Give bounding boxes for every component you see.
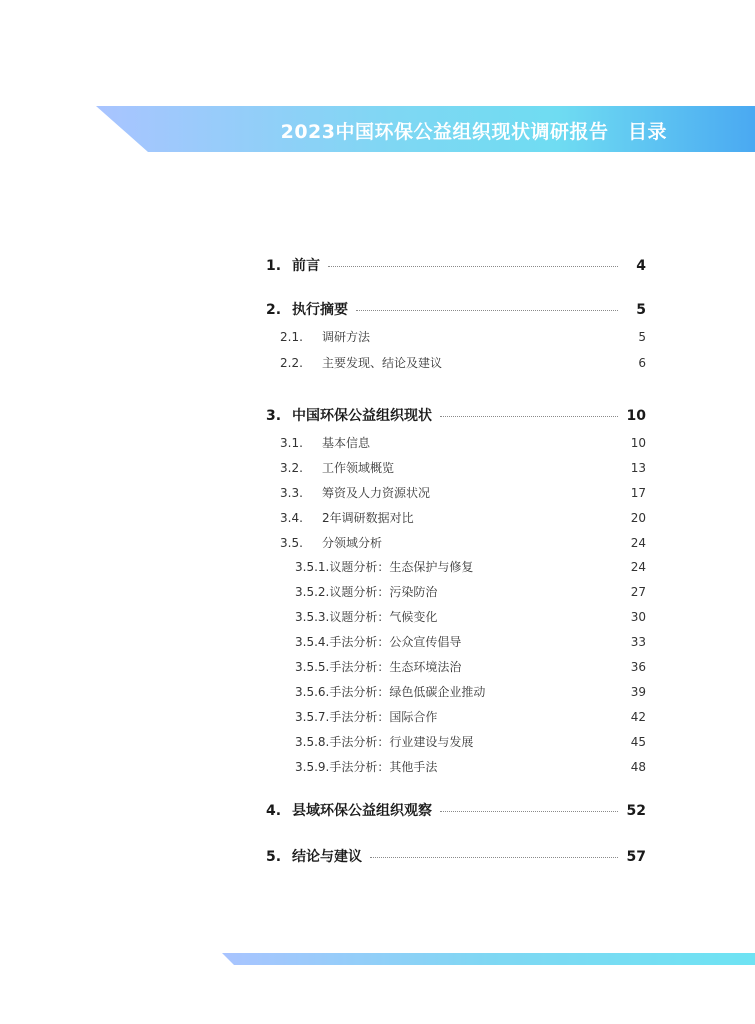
toc-entry[interactable]	[266, 534, 646, 551]
toc-entry-page: 52	[626, 803, 646, 819]
toc-entry-page: 5	[636, 302, 646, 318]
toc-entry-title: 2年调研数据对比	[322, 511, 414, 525]
toc-entry[interactable]	[266, 683, 646, 700]
toc-entry-page: 33	[630, 635, 646, 649]
toc-entry-title: 执行摘要	[292, 302, 348, 318]
toc-entry-page: 6	[638, 356, 646, 370]
toc-entry-page: 45	[630, 735, 646, 749]
toc-entry-title: 基本信息	[322, 436, 371, 450]
toc-entry-title: 议题分析：生态保护与修复	[329, 560, 474, 574]
toc-entry[interactable]	[266, 633, 646, 650]
toc-entry[interactable]	[266, 758, 646, 775]
toc-entry-title: 手法分析：绿色低碳企业推动	[329, 685, 486, 699]
toc-entry[interactable]	[266, 658, 646, 675]
toc-entry-title: 手法分析：其他手法	[329, 760, 438, 774]
toc-entry-title: 分领域分析	[322, 536, 383, 550]
toc-entry-page: 20	[630, 511, 646, 525]
toc-entry-page: 5	[638, 330, 646, 344]
toc-entry-page: 4	[636, 258, 646, 274]
toc-leader	[328, 266, 618, 267]
toc-entry-page: 39	[630, 685, 646, 699]
toc-entry-number: 3.5.3.	[295, 610, 330, 624]
toc-entry[interactable]	[266, 405, 646, 425]
toc-entry-number: 3.4.	[280, 511, 303, 525]
toc-entry-number: 3.5.1.	[295, 560, 330, 574]
toc-entry-number: 3.5.2.	[295, 585, 330, 599]
toc-entry-page: 24	[630, 536, 646, 550]
toc-entry-page: 30	[630, 610, 646, 624]
toc-entry-title: 县域环保公益组织观察	[292, 803, 432, 819]
toc-entry-number: 3.5.7.	[295, 710, 330, 724]
toc-entry-number: 2.2.	[280, 356, 303, 370]
toc-entry-page: 42	[630, 710, 646, 724]
toc-entry-number: 3.5.6.	[295, 685, 330, 699]
toc-entry-title: 调研方法	[322, 330, 371, 344]
toc-entry[interactable]	[266, 733, 646, 750]
page-title: 2023中国环保公益组织现状调研报告 目录	[280, 121, 667, 143]
footer-bar	[222, 953, 755, 965]
toc-entry-page: 10	[626, 408, 646, 424]
toc-entry[interactable]	[266, 484, 646, 501]
toc-entry[interactable]	[266, 255, 646, 275]
toc-entry[interactable]	[266, 708, 646, 725]
toc-entry-number: 4.	[266, 803, 282, 819]
toc-entry-number: 3.2.	[280, 461, 303, 475]
toc-entry-page: 57	[626, 849, 646, 865]
toc-entry[interactable]	[266, 328, 646, 345]
toc-entry-number: 5.	[266, 849, 282, 865]
toc-entry-number: 2.	[266, 302, 282, 318]
toc-entry[interactable]	[266, 509, 646, 526]
toc-entry-title: 主要发现、结论及建议	[322, 356, 443, 370]
toc-entry-title: 手法分析：行业建设与发展	[329, 735, 474, 749]
toc-entry[interactable]	[266, 608, 646, 625]
toc-entry-title: 手法分析：公众宣传倡导	[329, 635, 462, 649]
toc-entry-title: 议题分析：气候变化	[329, 610, 438, 624]
toc-entry[interactable]	[266, 459, 646, 476]
toc-entry-number: 3.5.9.	[295, 760, 330, 774]
toc-entry-title: 手法分析：国际合作	[329, 710, 438, 724]
toc-entry-number: 3.3.	[280, 486, 303, 500]
toc-entry-number: 2.1.	[280, 330, 303, 344]
toc-leader	[356, 310, 618, 311]
toc-entry-number: 3.5.8.	[295, 735, 330, 749]
toc-leader	[440, 416, 618, 417]
toc-entry-page: 13	[630, 461, 646, 475]
toc-entry[interactable]	[266, 583, 646, 600]
toc-entry-title: 结论与建议	[292, 849, 362, 865]
toc-entry-title: 前言	[292, 258, 320, 274]
toc-entry-number: 3.5.	[280, 536, 303, 550]
toc-entry-page: 36	[630, 660, 646, 674]
toc-entry-number: 3.1.	[280, 436, 303, 450]
toc-entry[interactable]	[266, 354, 646, 371]
toc-entry-title: 筹资及人力资源状况	[322, 486, 431, 500]
toc-entry-page: 17	[630, 486, 646, 500]
toc-entry[interactable]	[266, 800, 646, 820]
toc-leader	[440, 811, 618, 812]
toc-entry-number: 3.	[266, 408, 282, 424]
toc-leader	[370, 857, 618, 858]
toc-entry-number: 3.5.5.	[295, 660, 330, 674]
toc-entry[interactable]	[266, 299, 646, 319]
toc-entry-page: 24	[630, 560, 646, 574]
toc-entry[interactable]	[266, 846, 646, 866]
toc-entry-title: 议题分析：污染防治	[329, 585, 438, 599]
toc-entry-title: 工作领域概览	[322, 461, 395, 475]
toc-entry-page: 10	[630, 436, 646, 450]
toc-entry-number: 1.	[266, 258, 282, 274]
toc-entry-page: 27	[630, 585, 646, 599]
toc-entry-number: 3.5.4.	[295, 635, 330, 649]
toc-entry-title: 手法分析：生态环境法治	[329, 660, 462, 674]
toc-entry[interactable]	[266, 434, 646, 451]
toc-entry-page: 48	[630, 760, 646, 774]
toc-entry-title: 中国环保公益组织现状	[292, 408, 432, 424]
toc-entry[interactable]	[266, 558, 646, 575]
